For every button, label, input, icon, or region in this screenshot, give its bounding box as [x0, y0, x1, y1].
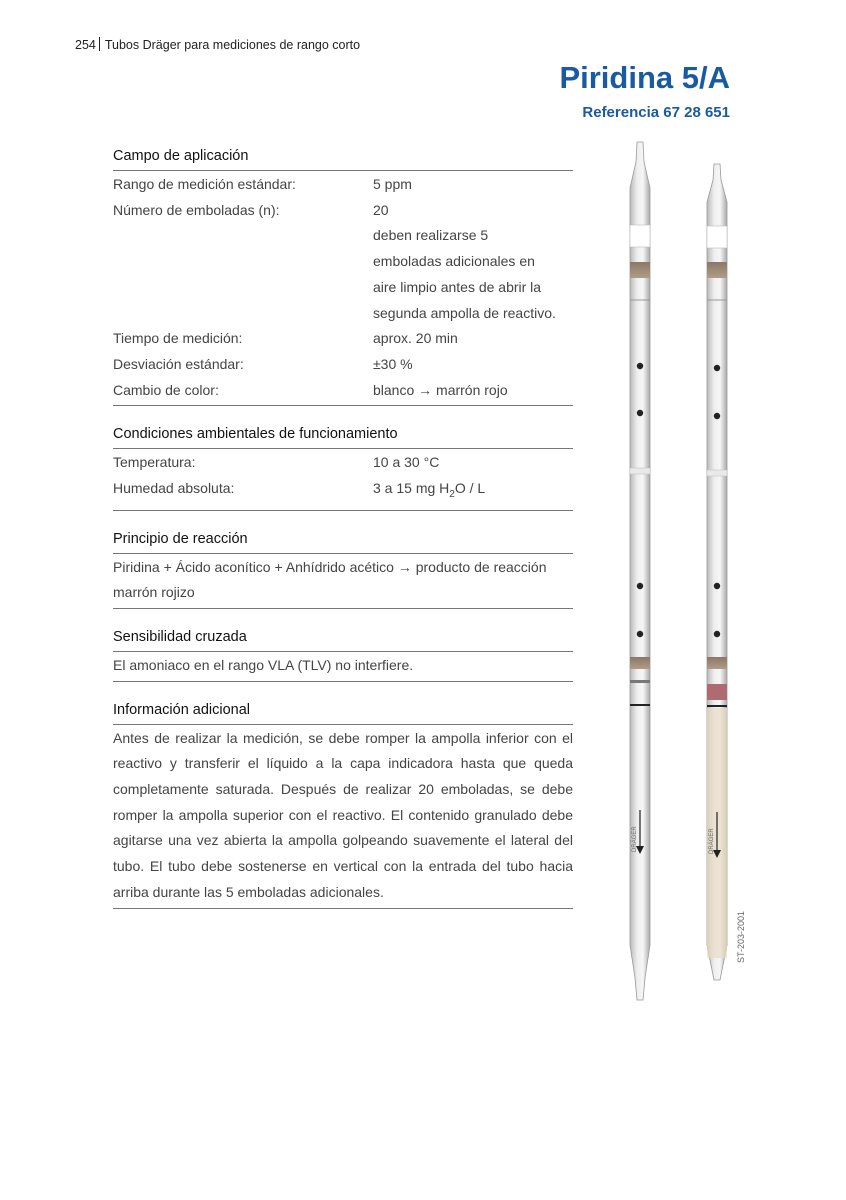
- spec-value: 5 ppm: [373, 176, 412, 192]
- spec-label: Rango de medición estándar:: [113, 176, 296, 192]
- section-body: [113, 725, 573, 909]
- humidity-subscript: 2: [449, 488, 455, 500]
- running-title: Tubos Dräger para mediciones de rango corto: [104, 38, 361, 52]
- spec-value: emboladas adicionales en: [373, 253, 535, 270]
- spec-label: [113, 249, 373, 275]
- spec-row: [113, 275, 573, 301]
- section-title: Campo de aplicación: [113, 146, 573, 171]
- spec-value: aire limpio antes de abrir la: [373, 278, 542, 295]
- spec-label: Cambio de color:: [113, 381, 219, 398]
- page-title: Piridina 5/A: [559, 60, 730, 95]
- image-stamp: [736, 905, 750, 965]
- spec-label: Número de emboladas (n):: [113, 201, 280, 218]
- spec-row: [113, 352, 573, 378]
- spec-row: [113, 450, 573, 476]
- additional-info-text: Antes de realizar la medición, se debe romper la ampolla inferior con el reactivo y transferir el líquido a la capa indicadora hasta que queda completamente saturada. Después de realizar 20 emboladas, se debe romper la ampolla superior con el reactivo. El contenido granulado debe agitarse una vez abierta la ampolla golpeando suavemente el lateral del tubo. El tubo debe sostenerse en vertical con la entrada del tubo hacia arriba durante las 5 emboladas adicionales.: [113, 729, 573, 900]
- spec-value: [373, 476, 573, 508]
- spec-label: [113, 301, 373, 327]
- spec-label: Humedad absoluta:: [113, 480, 235, 497]
- spec-value: 10 a 30 °C: [373, 454, 440, 471]
- spec-row: [113, 198, 573, 224]
- conditions-table: [113, 449, 573, 510]
- spec-value: aprox. 20 min: [373, 330, 458, 347]
- spec-value: blanco → marrón rojo: [373, 381, 508, 398]
- section-informacion: [113, 700, 573, 909]
- section-body: [113, 652, 573, 682]
- spec-value: deben realizarse 5: [373, 227, 489, 244]
- spec-row: [113, 476, 573, 508]
- spec-row: [113, 378, 573, 404]
- spec-row: [113, 223, 573, 249]
- left-tube: [630, 142, 650, 1000]
- section-sensibilidad: [113, 627, 573, 682]
- reference-number: Referencia 67 28 651: [582, 104, 730, 121]
- section-title: Información adicional: [113, 700, 573, 725]
- section-condiciones: [113, 424, 573, 510]
- section-body: [113, 554, 573, 609]
- humidity-value-post: O / L: [454, 480, 486, 497]
- section-title: Sensibilidad cruzada: [113, 627, 573, 652]
- spec-row: [113, 326, 573, 352]
- detector-tubes-image: [610, 140, 740, 1010]
- spec-table: [113, 171, 573, 406]
- spec-label: [113, 275, 373, 301]
- running-header: [75, 37, 360, 52]
- section-principio: [113, 529, 573, 609]
- reaction-text: Piridina + Ácido aconítico + Anhídrido acético → producto de reacción marrón rojizo: [113, 558, 547, 601]
- spec-label: [113, 223, 373, 249]
- spec-value: ±30 %: [373, 355, 413, 372]
- spec-row: [113, 249, 573, 275]
- right-tube-label: DRÄGER: [709, 828, 715, 854]
- section-title: Principio de reacción: [113, 529, 573, 554]
- section-title: Condiciones ambientales de funcionamiento: [113, 424, 573, 449]
- spec-row: [113, 172, 573, 198]
- cross-sensitivity-text: El amoniaco en el rango VLA (TLV) no interfiere.: [113, 656, 414, 673]
- left-tube-label: DRÄGER: [632, 826, 638, 852]
- right-tube: [707, 164, 727, 980]
- stamp-text: ST-203-2001: [736, 910, 746, 963]
- spec-label: Temperatura:: [113, 454, 196, 471]
- spec-value: segunda ampolla de reactivo.: [373, 304, 556, 321]
- header-divider: [99, 37, 100, 51]
- humidity-value-pre: 3 a 15 mg H: [373, 480, 450, 497]
- spec-label: Desviación estándar:: [113, 355, 244, 372]
- spec-value: 20: [373, 201, 389, 218]
- spec-label: Tiempo de medición:: [113, 330, 243, 347]
- main-content: [113, 146, 573, 927]
- spec-row: [113, 301, 573, 327]
- section-campo: [113, 146, 573, 406]
- page-number: 254: [75, 38, 96, 52]
